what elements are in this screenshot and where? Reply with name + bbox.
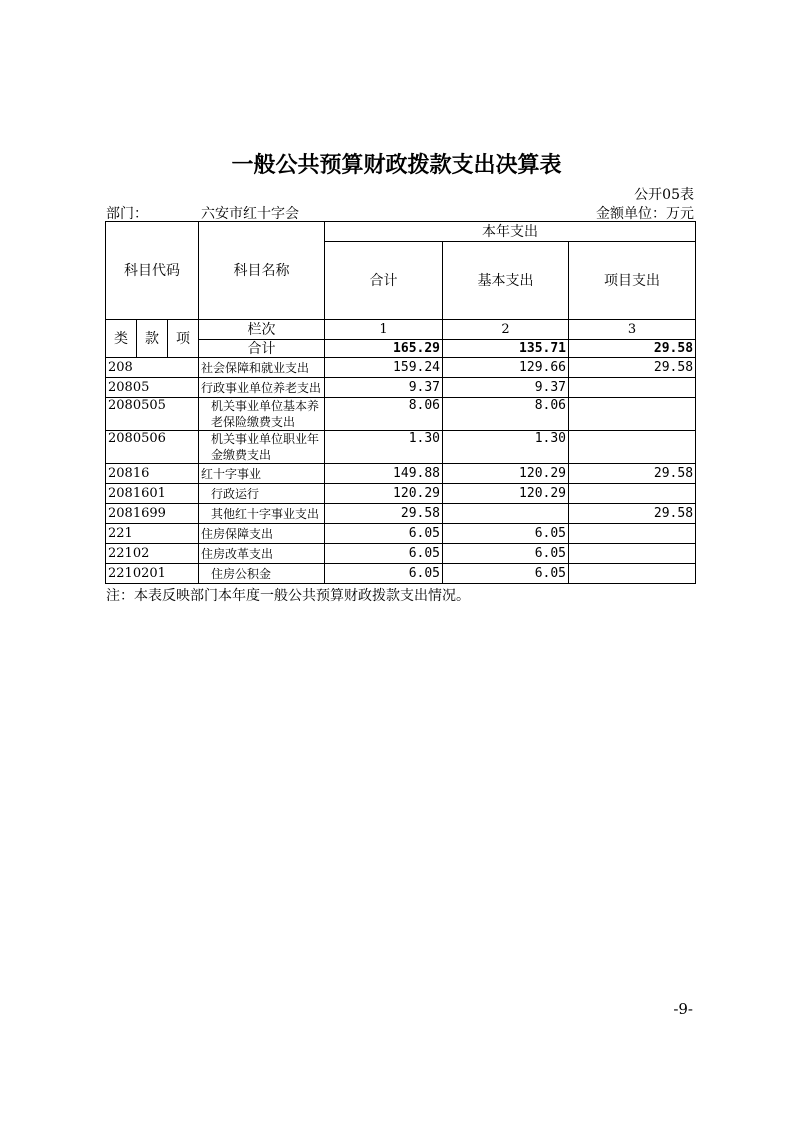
header-current-year: 本年支出 bbox=[325, 222, 696, 242]
amount-unit: 金额单位：万元 bbox=[596, 206, 694, 222]
row-name: 住房保障支出 bbox=[199, 524, 325, 544]
row-project bbox=[569, 398, 696, 431]
row-basic: 6.05 bbox=[443, 544, 569, 564]
header-project: 项目支出 bbox=[569, 242, 696, 320]
row-total: 149.88 bbox=[325, 464, 443, 484]
header-kuan: 款 bbox=[137, 320, 168, 358]
row-code: 20805 bbox=[106, 378, 199, 398]
table-row bbox=[106, 484, 696, 504]
row-code: 208 bbox=[106, 358, 199, 378]
row-name: 住房改革支出 bbox=[199, 544, 325, 564]
row-name: 行政事业单位养老支出 bbox=[199, 378, 325, 398]
row-basic: 1.30 bbox=[443, 431, 569, 464]
row-total: 6.05 bbox=[325, 524, 443, 544]
row-basic: 129.66 bbox=[443, 358, 569, 378]
row-total: 6.05 bbox=[325, 544, 443, 564]
row-code: 2080505 bbox=[106, 398, 199, 431]
row-basic: 6.05 bbox=[443, 564, 569, 584]
row-name: 机关事业单位基本养老保险缴费支出 bbox=[199, 398, 325, 431]
total-label: 合计 bbox=[199, 340, 325, 358]
row-name: 机关事业单位职业年金缴费支出 bbox=[199, 431, 325, 464]
header-xiang: 项 bbox=[168, 320, 199, 358]
total-total: 165.29 bbox=[325, 340, 443, 358]
header-lei: 类 bbox=[106, 320, 137, 358]
row-project bbox=[569, 544, 696, 564]
header-col2: 2 bbox=[443, 320, 569, 340]
department-name: 六安市红十字会 bbox=[201, 206, 299, 222]
row-project bbox=[569, 484, 696, 504]
header-col3: 3 bbox=[569, 320, 696, 340]
row-code: 221 bbox=[106, 524, 199, 544]
header-col-label: 栏次 bbox=[199, 320, 325, 340]
table-row bbox=[106, 564, 696, 584]
row-name: 红十字事业 bbox=[199, 464, 325, 484]
table-row bbox=[106, 544, 696, 564]
row-total: 159.24 bbox=[325, 358, 443, 378]
row-project: 29.58 bbox=[569, 464, 696, 484]
row-total: 6.05 bbox=[325, 564, 443, 584]
row-basic bbox=[443, 504, 569, 524]
row-code: 2081699 bbox=[106, 504, 199, 524]
table-row bbox=[106, 504, 696, 524]
header-col1: 1 bbox=[325, 320, 443, 340]
row-basic: 9.37 bbox=[443, 378, 569, 398]
meta-row bbox=[106, 203, 694, 221]
row-code: 22102 bbox=[106, 544, 199, 564]
row-total: 8.06 bbox=[325, 398, 443, 431]
row-project: 29.58 bbox=[569, 358, 696, 378]
table-row bbox=[106, 464, 696, 484]
row-basic: 120.29 bbox=[443, 464, 569, 484]
row-name: 社会保障和就业支出 bbox=[199, 358, 325, 378]
page-title: 一般公共预算财政拨款支出决算表 bbox=[231, 153, 562, 178]
row-project bbox=[569, 524, 696, 544]
table-row bbox=[106, 358, 696, 378]
row-code: 2080506 bbox=[106, 431, 199, 464]
row-project bbox=[569, 378, 696, 398]
row-total: 120.29 bbox=[325, 484, 443, 504]
row-total: 1.30 bbox=[325, 431, 443, 464]
table-row bbox=[106, 524, 696, 544]
header-total: 合计 bbox=[325, 242, 443, 320]
row-basic: 8.06 bbox=[443, 398, 569, 431]
expenditure-table bbox=[105, 221, 696, 584]
row-name: 行政运行 bbox=[199, 484, 325, 504]
table-note: 注：本表反映部门本年度一般公共预算财政拨款支出情况。 bbox=[106, 588, 470, 604]
row-total: 29.58 bbox=[325, 504, 443, 524]
row-name: 其他红十字事业支出 bbox=[199, 504, 325, 524]
header-name: 科目名称 bbox=[199, 222, 325, 320]
row-code: 2210201 bbox=[106, 564, 199, 584]
row-project bbox=[569, 564, 696, 584]
row-basic: 6.05 bbox=[443, 524, 569, 544]
table-number: 公开05表 bbox=[634, 187, 694, 203]
row-code: 20816 bbox=[106, 464, 199, 484]
header-basic: 基本支出 bbox=[443, 242, 569, 320]
department-label: 部门： bbox=[106, 206, 148, 222]
row-project bbox=[569, 431, 696, 464]
table-row bbox=[106, 378, 696, 398]
row-code: 2081601 bbox=[106, 484, 199, 504]
page-number: -9- bbox=[673, 1000, 693, 1018]
table-row bbox=[106, 431, 696, 464]
total-project: 29.58 bbox=[569, 340, 696, 358]
row-name: 住房公积金 bbox=[199, 564, 325, 584]
header-code: 科目代码 bbox=[106, 222, 199, 320]
row-basic: 120.29 bbox=[443, 484, 569, 504]
row-project: 29.58 bbox=[569, 504, 696, 524]
total-basic: 135.71 bbox=[443, 340, 569, 358]
table-row bbox=[106, 398, 696, 431]
row-total: 9.37 bbox=[325, 378, 443, 398]
